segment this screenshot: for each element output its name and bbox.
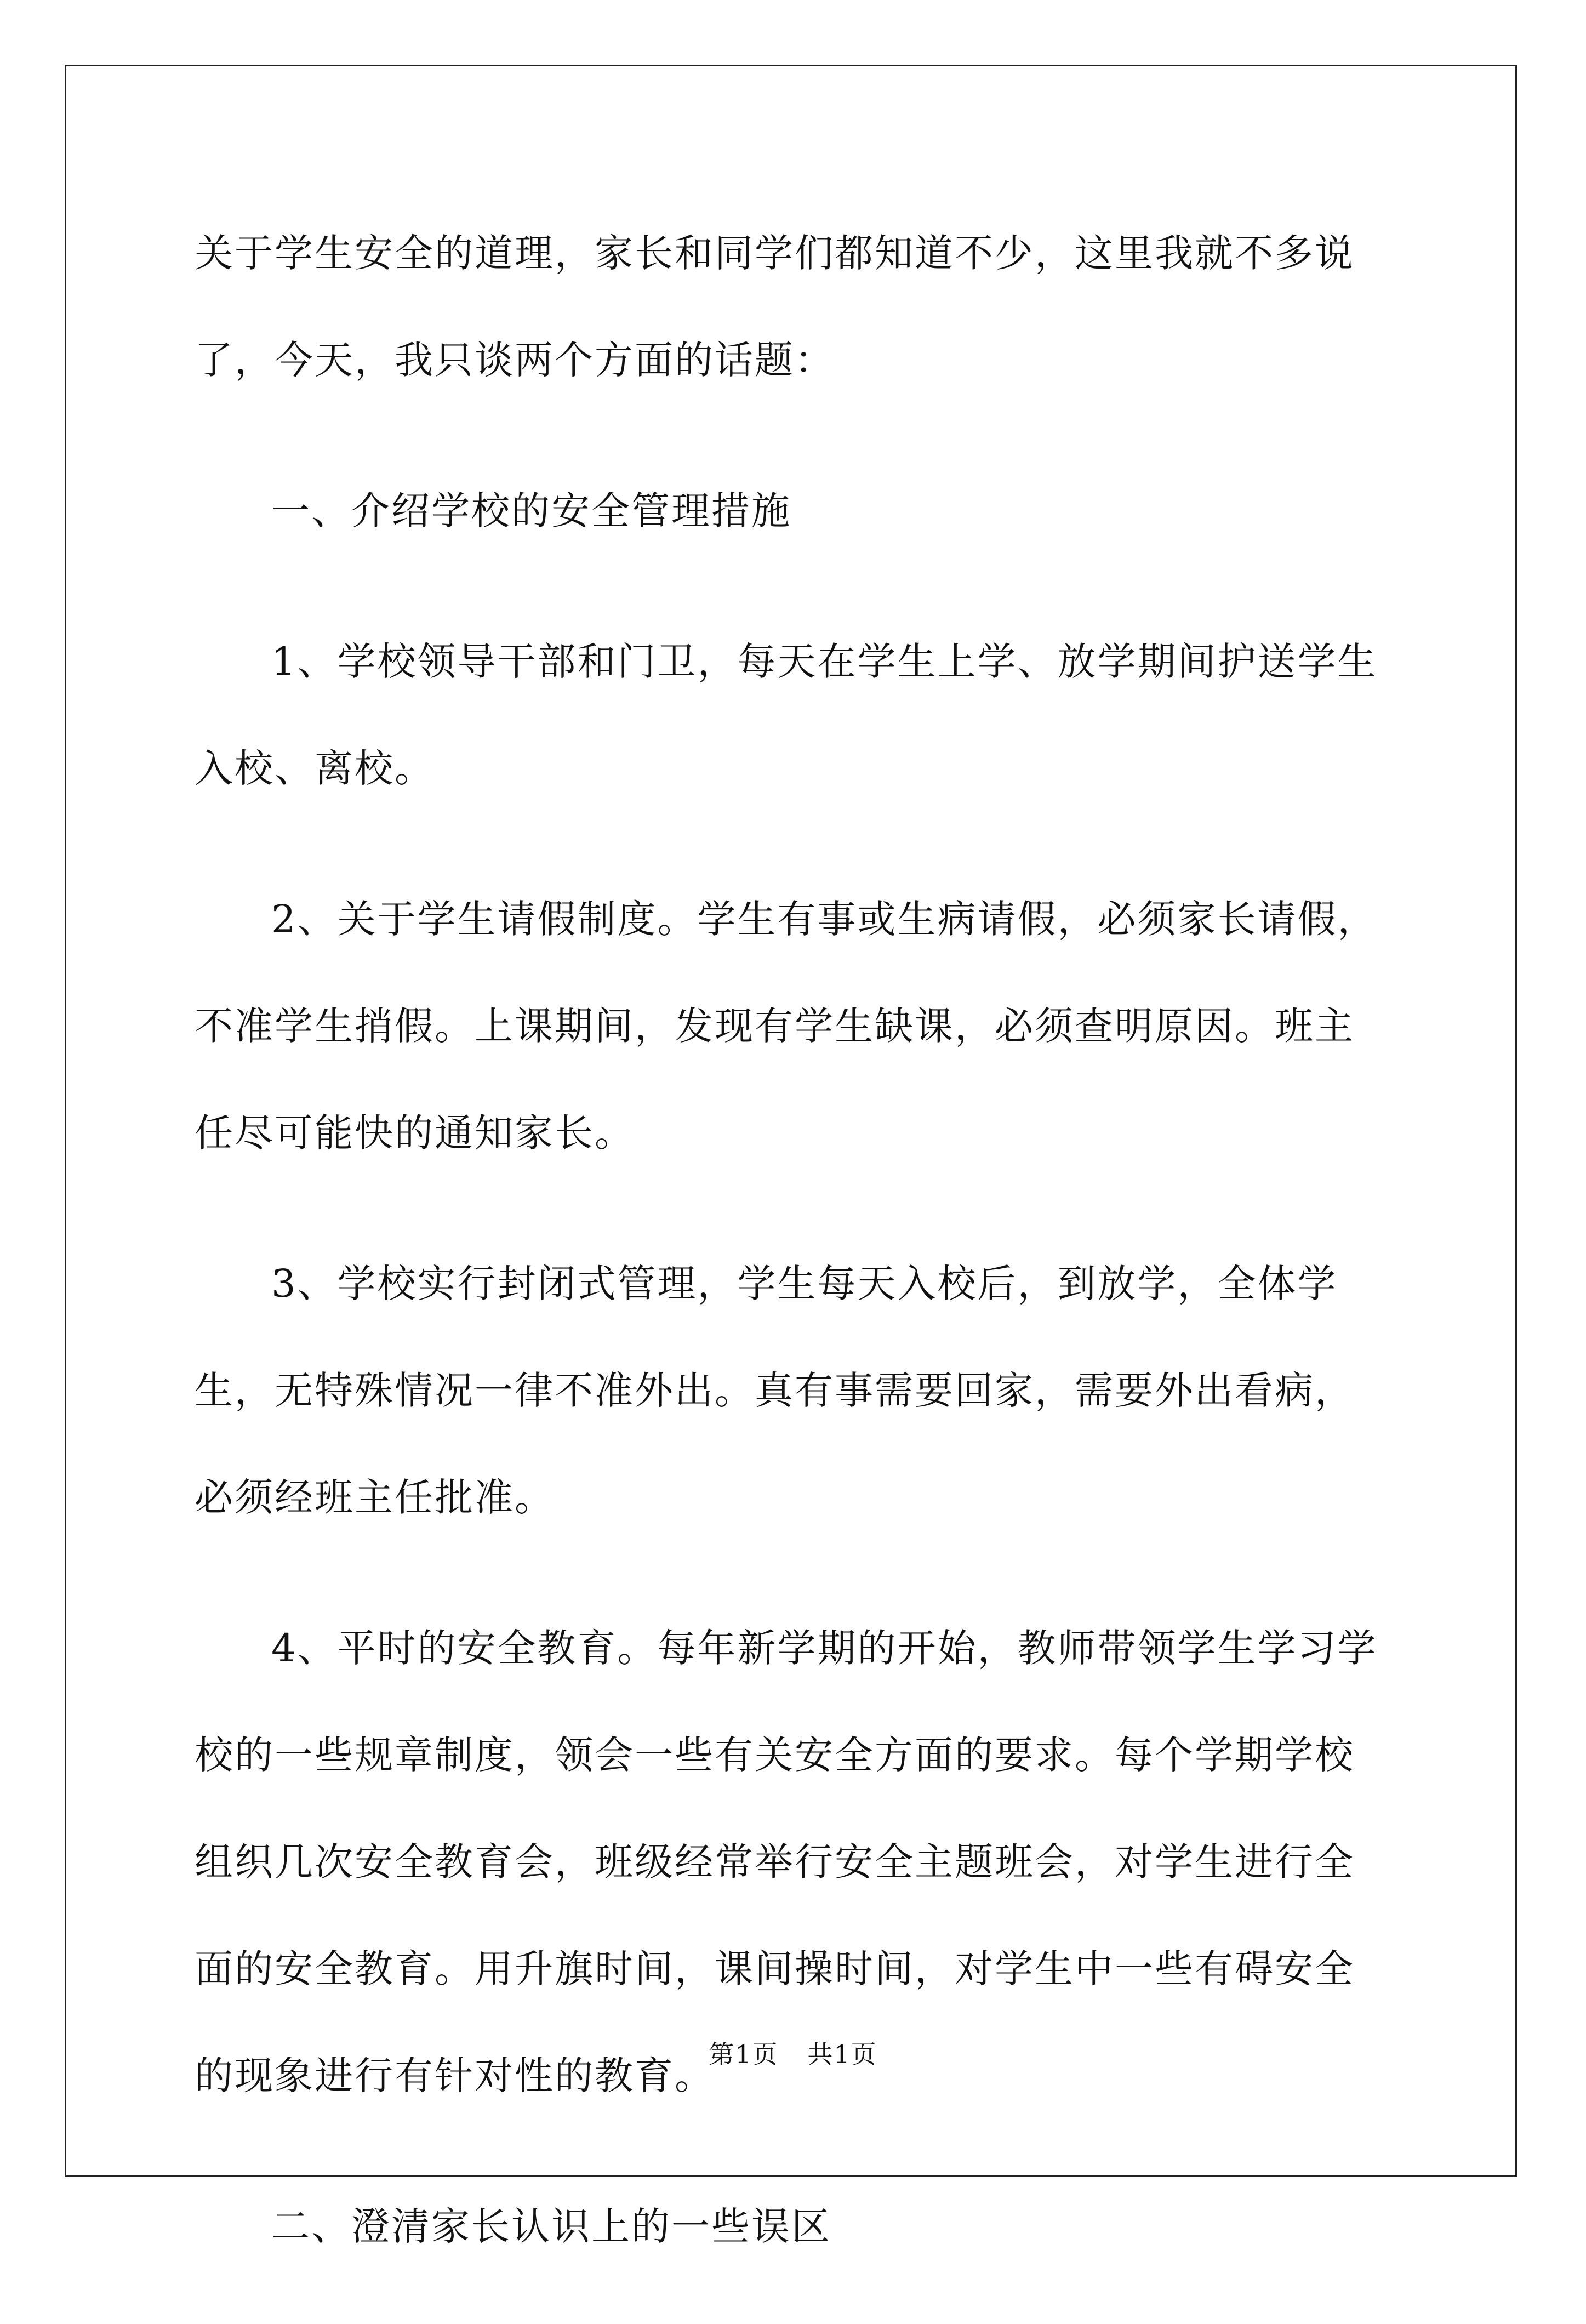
page-footer — [0, 2035, 1586, 2071]
page-number-total: 共1页 — [807, 2040, 877, 2069]
page-number-current: 第1页 — [709, 2040, 779, 2069]
paragraph-item-3: 3、学校实行封闭式管理，学生每天入校后，到放学，全体学生，无特殊情况一律不准外出。真有事需要回家，需要外出看病，必须经班主任批准。 — [195, 1261, 1355, 1520]
paragraph-intro: 关于学生安全的道理，家长和同学们都知道不少，这里我就不多说了，今天，我只谈两个方面的话题： — [195, 231, 1355, 383]
paragraph-item-1: 1、学校领导干部和门卫，每天在学生上学、放学期间护送学生入校、离校。 — [195, 639, 1378, 791]
document-body — [195, 200, 1392, 2324]
paragraph-item-2: 2、关于学生请假制度。学生有事或生病请假，必须家长请假，不准学生捎假。上课期间，发现有学生缺课，必须查明原因。班主任尽可能快的通知家长。 — [195, 897, 1378, 1155]
paragraph-item-4: 4、平时的安全教育。每年新学期的开始，教师带领学生学习学校的一些规章制度，领会一些有关安全方面的要求。每个学期学校组织几次安全教育会，班级经常举行安全主题班会，对学生进行全面的安全教育。用升旗时间，课间操时间，对学生中一些有碍安全的现象进行有针对性的教育。 — [195, 1626, 1378, 2098]
heading-section-two: 二、澄清家长认识上的一些误区 — [271, 2204, 831, 2249]
heading-section-one: 一、介绍学校的安全管理措施 — [271, 488, 791, 533]
